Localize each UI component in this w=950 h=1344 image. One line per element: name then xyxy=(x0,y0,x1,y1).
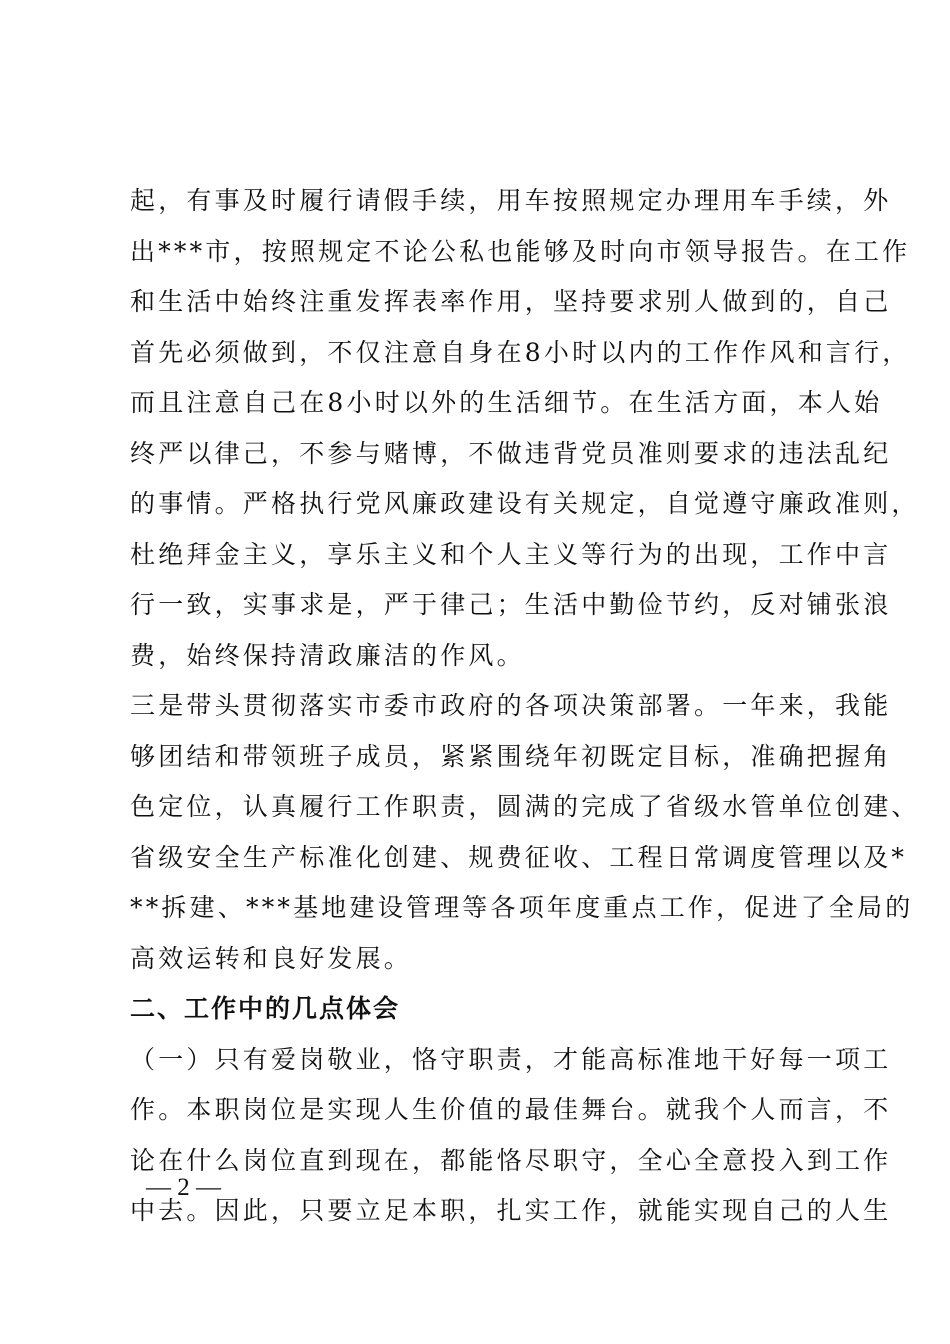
body-line: 行一致，实事求是，严于律己；生活中勤俭节约，反对铺张浪 xyxy=(130,590,892,619)
document-body xyxy=(130,180,920,1241)
section-line: 作。本职岗位是实现人生价值的最佳舞台。就我个人而言，不 xyxy=(130,1095,892,1124)
body-line: 省级安全生产标准化创建、规费征收、工程日常调度管理以及* xyxy=(130,842,908,872)
section-line: 论在什么岗位直到现在，都能恪尽职守，全心全意投入到工作 xyxy=(130,1145,892,1175)
body-line: 三是带头贯彻落实市委市政府的各项决策部署。一年来，我能 xyxy=(130,691,892,720)
section-heading: 二、工作中的几点体会 xyxy=(130,994,401,1023)
body-line: **拆建、***基地建设管理等各项年度重点工作，促进了全局的 xyxy=(130,893,914,922)
body-line: 和生活中始终注重发挥表率作用，坚持要求别人做到的，自己 xyxy=(130,287,892,316)
section-line: 中去。因此，只要立足本职，扎实工作，就能实现自己的人生 xyxy=(130,1196,892,1225)
body-line: 终严以律己，不参与赌博，不做违背党员准则要求的违法乱纪 xyxy=(130,438,892,468)
body-line: 的事情。严格执行党风廉政建设有关规定，自觉遵守廉政准则， xyxy=(130,489,920,518)
body-line: 费，始终保持清政廉洁的作风。 xyxy=(130,640,525,670)
body-line: 起，有事及时履行请假手续，用车按照规定办理用车手续，外 xyxy=(130,186,892,215)
body-line: 高效运转和良好发展。 xyxy=(130,943,413,973)
body-line: 色定位，认真履行工作职责，圆满的完成了省级水管单位创建、 xyxy=(130,792,920,821)
body-line: 而且注意自己在8小时以外的生活细节。在生活方面，本人始 xyxy=(130,388,883,417)
body-line: 够团结和带领班子成员，紧紧围绕年初既定目标，准确把握角 xyxy=(130,741,892,771)
body-line: 出***市，按照规定不论公私也能够及时向市领导报告。在工作 xyxy=(130,236,911,266)
page-number: — 2 — xyxy=(146,1174,221,1201)
body-line: 杜绝拜金主义，享乐主义和个人主义等行为的出现，工作中言 xyxy=(130,539,892,569)
section-line: （一）只有爱岗敬业，恪守职责，才能高标准地干好每一项工 xyxy=(130,1044,892,1074)
body-line: 首先必须做到，不仅注意自身在8小时以内的工作作风和言行， xyxy=(130,337,911,367)
